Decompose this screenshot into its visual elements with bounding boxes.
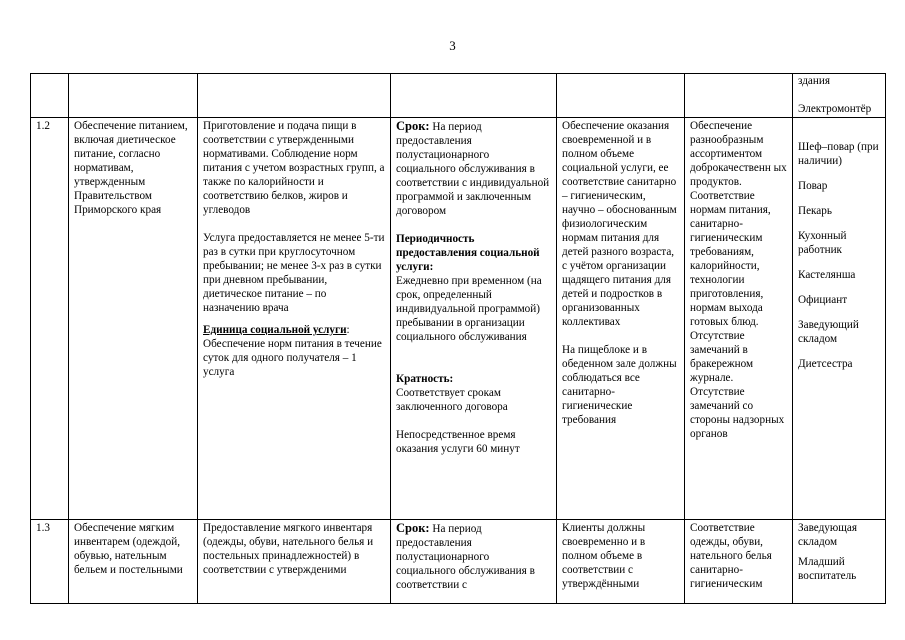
staff-item: Шеф–повар (при наличии) xyxy=(798,141,879,167)
staff-item: Пекарь xyxy=(798,205,832,217)
service-name: Обеспечение питанием, включая диетическое питание, согласно нормативам, утвержденным Правительством Приморского края xyxy=(74,120,188,216)
services-table xyxy=(30,73,886,604)
period-text: Ежедневно при временном (на срок, определенный индивидуальной программой) пребывании в организации социального обслуживания xyxy=(396,275,542,343)
cell-name xyxy=(69,74,198,118)
result-text: Обеспечение разнообразным ассортиментом доброкачественн ых продуктов. Соответствие нормам питания, санитарно-гигиеническим требованиям, калорийности, технологии приготовления, нормам выхода готовых блюд. Отсутствие замечаний в бракережном журнале. Отсутствие замечаний со стороны надзорных органов xyxy=(690,120,787,440)
cell-num xyxy=(31,74,69,118)
page-number: 3 xyxy=(449,38,456,53)
cell-terms xyxy=(391,74,557,118)
cell-num: 1.2 xyxy=(31,118,69,520)
cell-terms xyxy=(391,520,557,604)
staff-item: Диетсестра xyxy=(798,358,853,370)
staff-item: Младший воспитатель xyxy=(798,556,857,582)
staff-item: Кастелянша xyxy=(798,269,856,281)
term-text: На период предоставления полустационарного социального обслуживания в соответствии с xyxy=(396,523,535,591)
staff-item: Официант xyxy=(798,294,848,306)
staff-item: Заведующий складом xyxy=(798,319,859,345)
cell-quality xyxy=(557,74,685,118)
unit-block xyxy=(203,323,385,379)
cell-result xyxy=(685,118,793,520)
cell-name xyxy=(69,118,198,520)
mult-label: Кратность: xyxy=(396,373,454,385)
cell-staff xyxy=(793,118,886,520)
staff-item: здания xyxy=(798,75,830,87)
quality-para: Клиенты должны своевременно и в полном объеме в соответствии с утверждёнными xyxy=(562,522,646,590)
service-name: Обеспечение мягким инвентарем (одеждой, обувью, нательным бельем и постельными xyxy=(74,522,183,576)
unit-text: : Обеспечение норм питания в течение суток для одного получателя – 1 услуга xyxy=(203,324,382,378)
staff-item: Электромонтёр xyxy=(798,103,872,115)
term-label: Срок: xyxy=(396,521,430,535)
cell-result xyxy=(685,74,793,118)
descr-para: Приготовление и подача пищи в соответствии с утвержденными нормативами. Соблюдение норм питания с учетом возрастных групп, а также по калорийности и соответствию белков, жиров и углеводов xyxy=(203,120,385,216)
descr-para: Предоставление мягкого инвентаря (одежды, обуви, нательного белья и постельных принадлежностей) в соответствии с утвержденими xyxy=(203,522,374,576)
term-label: Срок: xyxy=(396,119,430,133)
cell-staff xyxy=(793,520,886,604)
time-text: Непосредственное время оказания услуги 60 минут xyxy=(396,429,520,455)
staff-item: Заведующая складом xyxy=(798,522,857,548)
cell-quality xyxy=(557,520,685,604)
cell-staff xyxy=(793,74,886,118)
cell-terms xyxy=(391,118,557,520)
cell-quality xyxy=(557,118,685,520)
term-block xyxy=(396,119,551,218)
term-text: На период предоставления полустационарного социального обслуживания в соответствии с индивидуальной программой и заключенным договором xyxy=(396,121,550,217)
table-row xyxy=(31,118,886,520)
cell-descr xyxy=(198,520,391,604)
staff-item: Кухонный работник xyxy=(798,230,847,256)
cell-name xyxy=(69,520,198,604)
staff-item: Повар xyxy=(798,180,828,192)
unit-label: Единица социальной услуги xyxy=(203,324,347,336)
result-text: Соответствие одежды, обуви, нательного белья санитарно-гигиеническим xyxy=(690,522,772,590)
mult-text: Соответствует срокам заключенного договора xyxy=(396,387,508,413)
quality-para: На пищеблоке и в обеденном зале должны соблюдаться все санитарно-гигиенические требования xyxy=(562,344,677,426)
cell-descr xyxy=(198,74,391,118)
cell-result xyxy=(685,520,793,604)
table-row xyxy=(31,520,886,604)
period-label: Периодичность предоставления социальной услуги: xyxy=(396,233,540,273)
cell-descr xyxy=(198,118,391,520)
table-row xyxy=(31,74,886,118)
cell-num: 1.3 xyxy=(31,520,69,604)
term-block xyxy=(396,521,551,592)
quality-para: Обеспечение оказания своевременной и в полном объеме социальной услуги, ее соответствие санитарно – гигиеническим, научно – обоснованным физиологическим нормам питания для детей разного возраста, с учётом организации щадящего питания для детей и подростков в организованных коллективах xyxy=(562,120,677,328)
descr-para: Услуга предоставляется не менее 5-ти раз в сутки при круглосуточном пребывании; не менее 3-х раз в сутки при дневном пребывании, диетическое питание – по назначению врача xyxy=(203,232,385,314)
